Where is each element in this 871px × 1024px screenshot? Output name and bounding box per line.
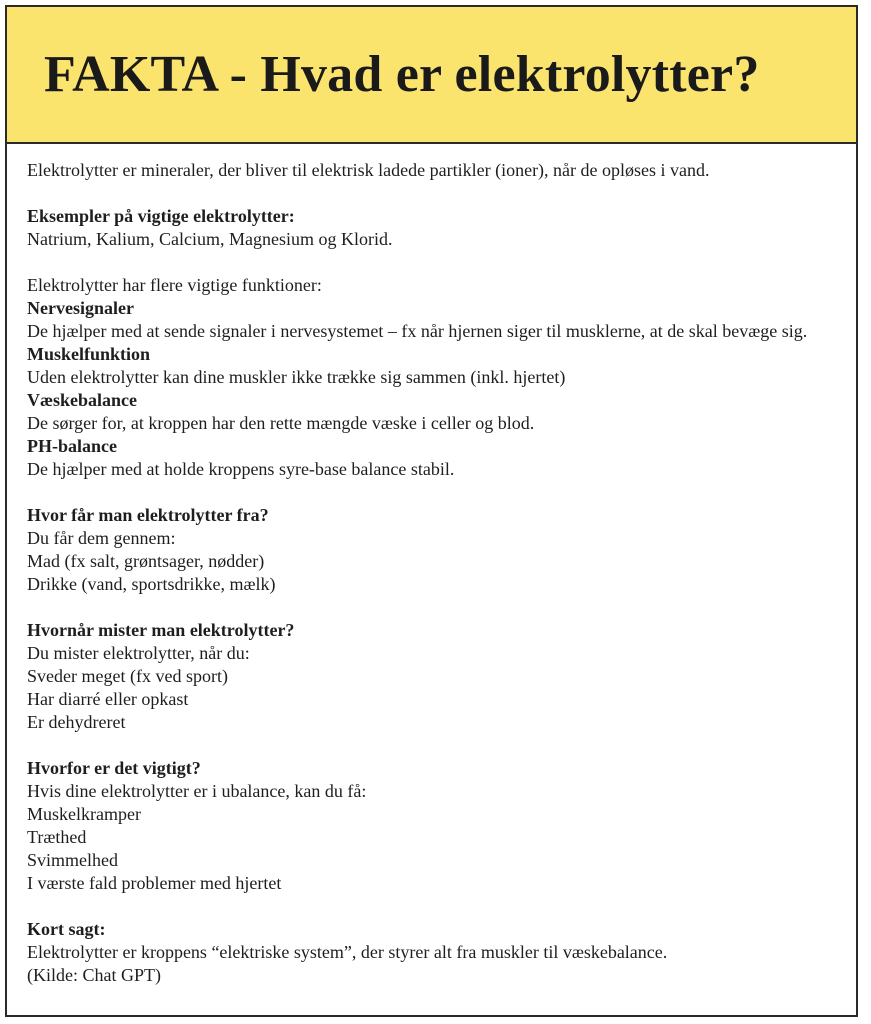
- list-item: Drikke (vand, sportsdrikke, mælk): [27, 574, 276, 594]
- importance-intro: Hvis dine elektrolytter er i ubalance, kan du få:: [27, 781, 367, 801]
- functions-intro: Elektrolytter har flere vigtige funktioner:: [27, 275, 322, 295]
- function-heading: PH-balance: [27, 436, 117, 456]
- examples-heading: Eksempler på vigtige elektrolytter:: [27, 206, 295, 226]
- examples-text: Natrium, Kalium, Calcium, Magnesium og Klorid.: [27, 229, 393, 249]
- list-item: Træthed: [27, 827, 87, 847]
- function-text: Uden elektrolytter kan dine muskler ikke trække sig sammen (inkl. hjertet): [27, 367, 566, 387]
- fact-content: [7, 144, 856, 987]
- title-banner: [7, 7, 856, 144]
- page-title: FAKTA - Hvad er elektrolytter?: [44, 45, 760, 103]
- source-citation: (Kilde: Chat GPT): [27, 965, 161, 985]
- list-item: Sveder meget (fx ved sport): [27, 666, 228, 686]
- function-heading: Muskelfunktion: [27, 344, 151, 364]
- summary-text: Elektrolytter er kroppens “elektriske system”, der styrer alt fra muskler til væskebalance.: [27, 942, 668, 962]
- summary-heading: Kort sagt:: [27, 919, 106, 939]
- sources-heading: Hvor får man elektrolytter fra?: [27, 505, 269, 525]
- list-item: Er dehydreret: [27, 712, 126, 732]
- list-item: Har diarré eller opkast: [27, 689, 189, 709]
- loss-heading: Hvornår mister man elektrolytter?: [27, 620, 295, 640]
- function-heading: Nervesignaler: [27, 298, 134, 318]
- function-heading: Væskebalance: [27, 390, 138, 410]
- function-text: De hjælper med at holde kroppens syre-base balance stabil.: [27, 459, 455, 479]
- list-item: Mad (fx salt, grøntsager, nødder): [27, 551, 265, 571]
- importance-heading: Hvorfor er det vigtigt?: [27, 758, 201, 778]
- function-text: De hjælper med at sende signaler i nervesystemet – fx når hjernen siger til musklerne, at de skal bevæge sig.: [27, 321, 808, 341]
- intro-text: Elektrolytter er mineraler, der bliver til elektrisk ladede partikler (ioner), når de opløses i vand.: [27, 160, 710, 180]
- function-text: De sørger for, at kroppen har den rette mængde væske i celler og blod.: [27, 413, 535, 433]
- list-item: Svimmelhed: [27, 850, 118, 870]
- sources-intro: Du får dem gennem:: [27, 528, 176, 548]
- fact-box: [5, 5, 858, 1017]
- list-item: Muskelkramper: [27, 804, 141, 824]
- loss-intro: Du mister elektrolytter, når du:: [27, 643, 250, 663]
- list-item: I værste fald problemer med hjertet: [27, 873, 282, 893]
